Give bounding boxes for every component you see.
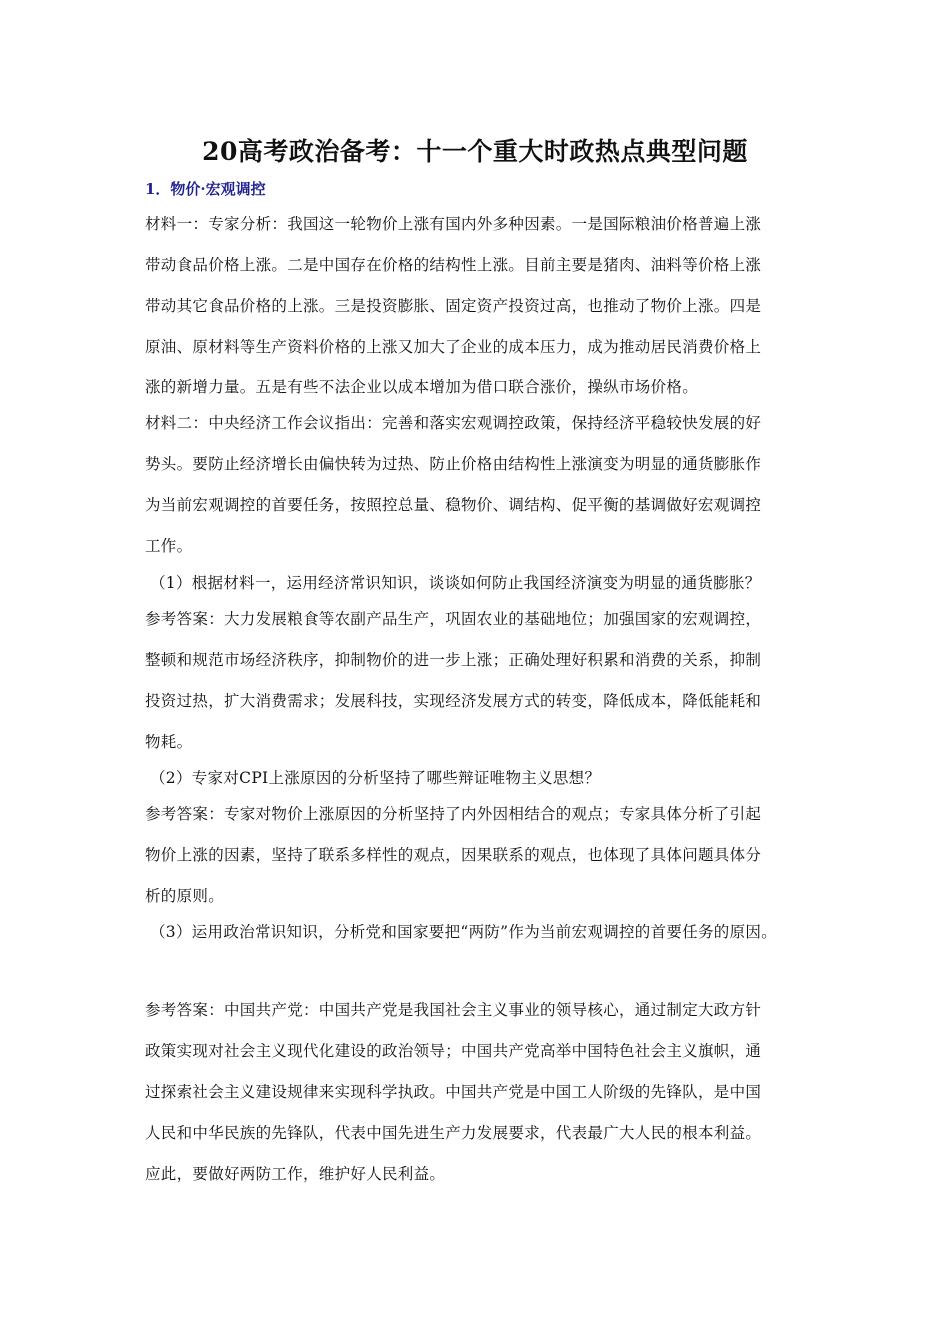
paragraph-line: 材料一：专家分析：我国这一轮物价上涨有国内外多种因素。一是国际粮油价格普遍上涨 — [145, 215, 762, 233]
document-title: 20高考政治备考：十一个重大时政热点典型问题 — [202, 137, 748, 166]
question-line: （1）根据材料一，运用经济常识知识，谈谈如何防止我国经济演变为明显的通货膨胀？ — [150, 574, 761, 592]
answer-line: 投资过热，扩大消费需求；发展科技，实现经济发展方式的转变，降低成本，降低能耗和 — [145, 692, 762, 710]
paragraph-line: 势头。要防止经济增长由偏快转为过热、防止价格由结构性上涨演变为明显的通货膨胀作 — [145, 455, 762, 473]
answer-line: 应此，要做好两防工作，维护好人民利益。 — [145, 1165, 446, 1183]
question-line: （3）运用政治常识知识，分析党和国家要把“两防”作为当前宏观调控的首要任务的原因。 — [150, 923, 778, 941]
paragraph-line: 工作。 — [145, 537, 193, 555]
answer-line: 人民和中华民族的先锋队，代表中国先进生产力发展要求，代表最广大人民的根本利益。 — [145, 1124, 762, 1142]
answer-line: 析的原则。 — [145, 887, 225, 905]
section-heading: 1．物价·宏观调控 — [145, 180, 266, 198]
answer-line: 过探索社会主义建设规律来实现科学执政。中国共产党是中国工人阶级的先锋队，是中国 — [145, 1083, 762, 1101]
answer-line: 物价上涨的因素，坚持了联系多样性的观点，因果联系的观点，也体现了具体问题具体分 — [145, 846, 762, 864]
answer-line: 整顿和规范市场经济秩序，抑制物价的进一步上涨；正确处理好积累和消费的关系，抑制 — [145, 651, 762, 669]
paragraph-line: 为当前宏观调控的首要任务，按照控总量、稳物价、调结构、促平衡的基调做好宏观调控 — [145, 496, 762, 514]
paragraph-line: 带动食品价格上涨。二是中国存在价格的结构性上涨。目前主要是猪肉、油料等价格上涨 — [145, 256, 762, 274]
answer-line: 参考答案：中国共产党：中国共产党是我国社会主义事业的领导核心，通过制定大政方针 — [145, 1001, 762, 1019]
paragraph-line: 带动其它食品价格的上涨。三是投资膨胀、固定资产投资过高，也推动了物价上涨。四是 — [145, 297, 762, 315]
paragraph-line: 原油、原材料等生产资料价格的上涨又加大了企业的成本压力，成为推动居民消费价格上 — [145, 338, 762, 356]
answer-line: 参考答案：大力发展粮食等农副产品生产，巩固农业的基础地位；加强国家的宏观调控， — [145, 610, 762, 628]
paragraph-line: 材料二：中央经济工作会议指出：完善和落实宏观调控政策，保持经济平稳较快发展的好 — [145, 414, 762, 432]
answer-line: 政策实现对社会主义现代化建设的政治领导；中国共产党高举中国特色社会主义旗帜，通 — [145, 1042, 762, 1060]
question-line: （2）专家对CPI上涨原因的分析坚持了哪些辩证唯物主义思想？ — [150, 769, 601, 787]
answer-line: 物耗。 — [145, 733, 193, 751]
answer-line: 参考答案：专家对物价上涨原因的分析坚持了内外因相结合的观点；专家具体分析了引起 — [145, 805, 762, 823]
paragraph-line: 涨的新增力量。五是有些不法企业以成本增加为借口联合涨价，操纵市场价格。 — [145, 378, 699, 396]
